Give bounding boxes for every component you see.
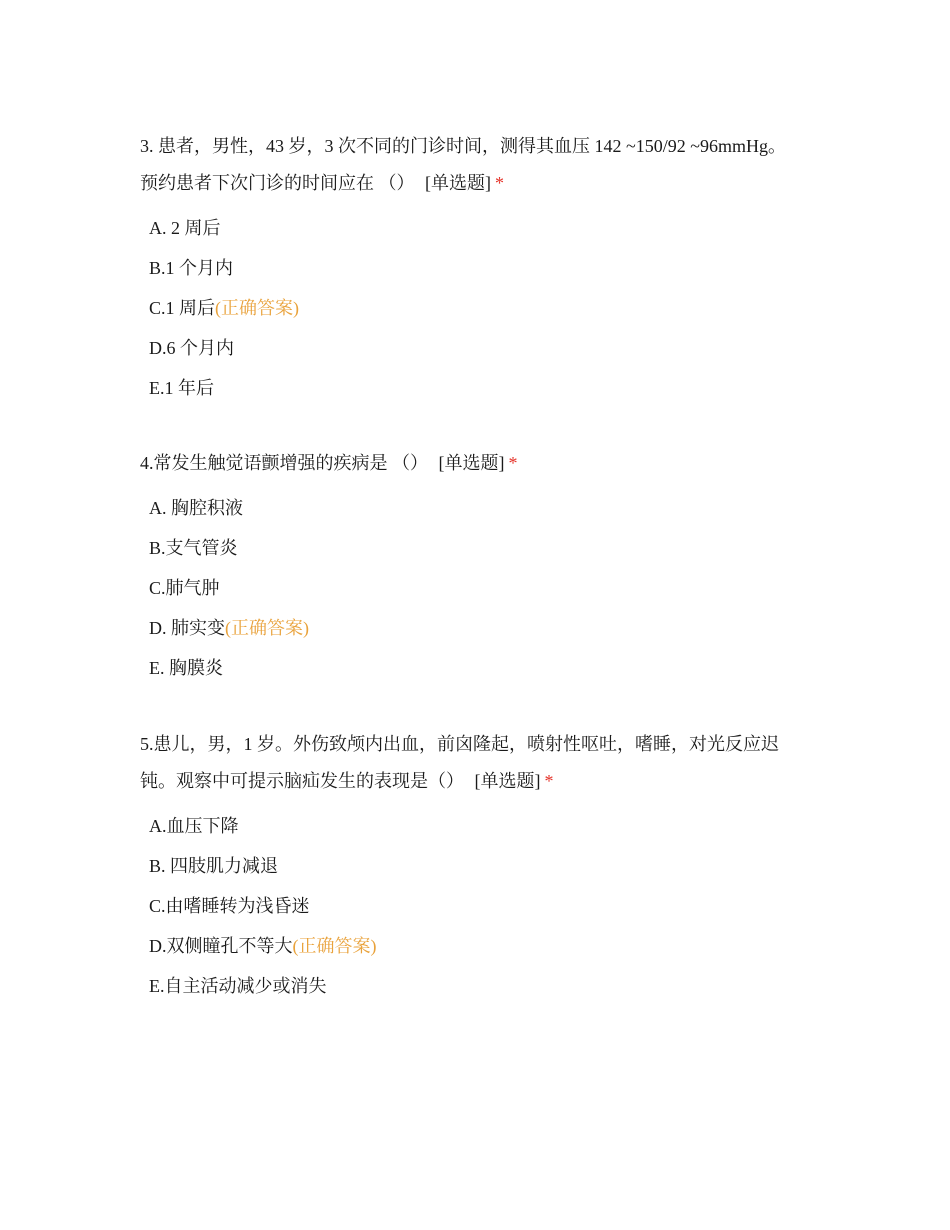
question-text-line: 预约患者下次门诊的时间应在 （）: [140, 173, 419, 193]
question-3: [140, 128, 820, 408]
question-4: [140, 445, 820, 688]
question-text-line: 5.患儿，男，1 岁。外伤致颅内出血，前囟隆起，喷射性呕吐，嗜睡，对光反应迟: [140, 734, 779, 754]
option-c[interactable]: [140, 288, 820, 328]
option-text: C.由嗜睡转为浅昏迷: [149, 896, 310, 916]
required-mark: *: [495, 173, 504, 193]
option-e[interactable]: [140, 368, 820, 408]
option-text: B.支气管炎: [149, 538, 238, 558]
question-type-label: [单选题]: [474, 771, 541, 791]
option-a[interactable]: [140, 806, 820, 846]
option-text: C.肺气肿: [149, 578, 220, 598]
option-text: D.6 个月内: [149, 338, 234, 358]
option-text: A.血压下降: [149, 816, 239, 836]
option-text: B.1 个月内: [149, 258, 234, 278]
correct-answer-label: (正确答案): [292, 936, 377, 956]
option-text: B. 四肢肌力减退: [149, 856, 279, 876]
option-d[interactable]: [140, 926, 820, 966]
option-d[interactable]: [140, 328, 820, 368]
option-b[interactable]: [140, 248, 820, 288]
option-text: E.自主活动减少或消失: [149, 976, 327, 996]
question-5: [140, 726, 820, 1006]
question-text-line: 4.常发生触觉语颤增强的疾病是 （）: [140, 453, 433, 473]
option-a[interactable]: [140, 488, 820, 528]
option-text: E. 胸膜炎: [149, 658, 223, 678]
option-b[interactable]: [140, 528, 820, 568]
question-text: [140, 726, 820, 800]
question-text-line: 钝。观察中可提示脑疝发生的表现是（）: [140, 771, 469, 791]
question-type-label: [单选题]: [425, 173, 491, 193]
option-text: A. 2 周后: [149, 218, 221, 238]
question-text-line: 3. 患者，男性，43 岁，3 次不同的门诊时间，测得其血压 142 ~150/92 ~96mmHg。: [140, 136, 786, 156]
correct-answer-label: (正确答案): [225, 618, 309, 638]
option-text: C.1 周后: [149, 298, 216, 318]
question-text: [140, 445, 820, 482]
quiz-page: [140, 128, 820, 1006]
option-c[interactable]: [140, 886, 820, 926]
option-c[interactable]: [140, 568, 820, 608]
option-text: A. 胸腔积液: [149, 498, 243, 518]
option-list: [140, 488, 820, 688]
option-b[interactable]: [140, 846, 820, 886]
option-e[interactable]: [140, 648, 820, 688]
option-list: [140, 806, 820, 1006]
option-e[interactable]: [140, 966, 820, 1006]
question-type-label: [单选题]: [438, 453, 505, 473]
question-text: [140, 128, 820, 202]
option-a[interactable]: [140, 208, 820, 248]
option-list: [140, 208, 820, 408]
required-mark: *: [508, 453, 518, 473]
required-mark: *: [544, 771, 554, 791]
option-d[interactable]: [140, 608, 820, 648]
option-text: D.双侧瞳孔不等大: [149, 936, 293, 956]
option-text: D. 肺实变: [149, 618, 225, 638]
correct-answer-label: (正确答案): [215, 298, 300, 318]
option-text: E.1 年后: [149, 378, 214, 398]
